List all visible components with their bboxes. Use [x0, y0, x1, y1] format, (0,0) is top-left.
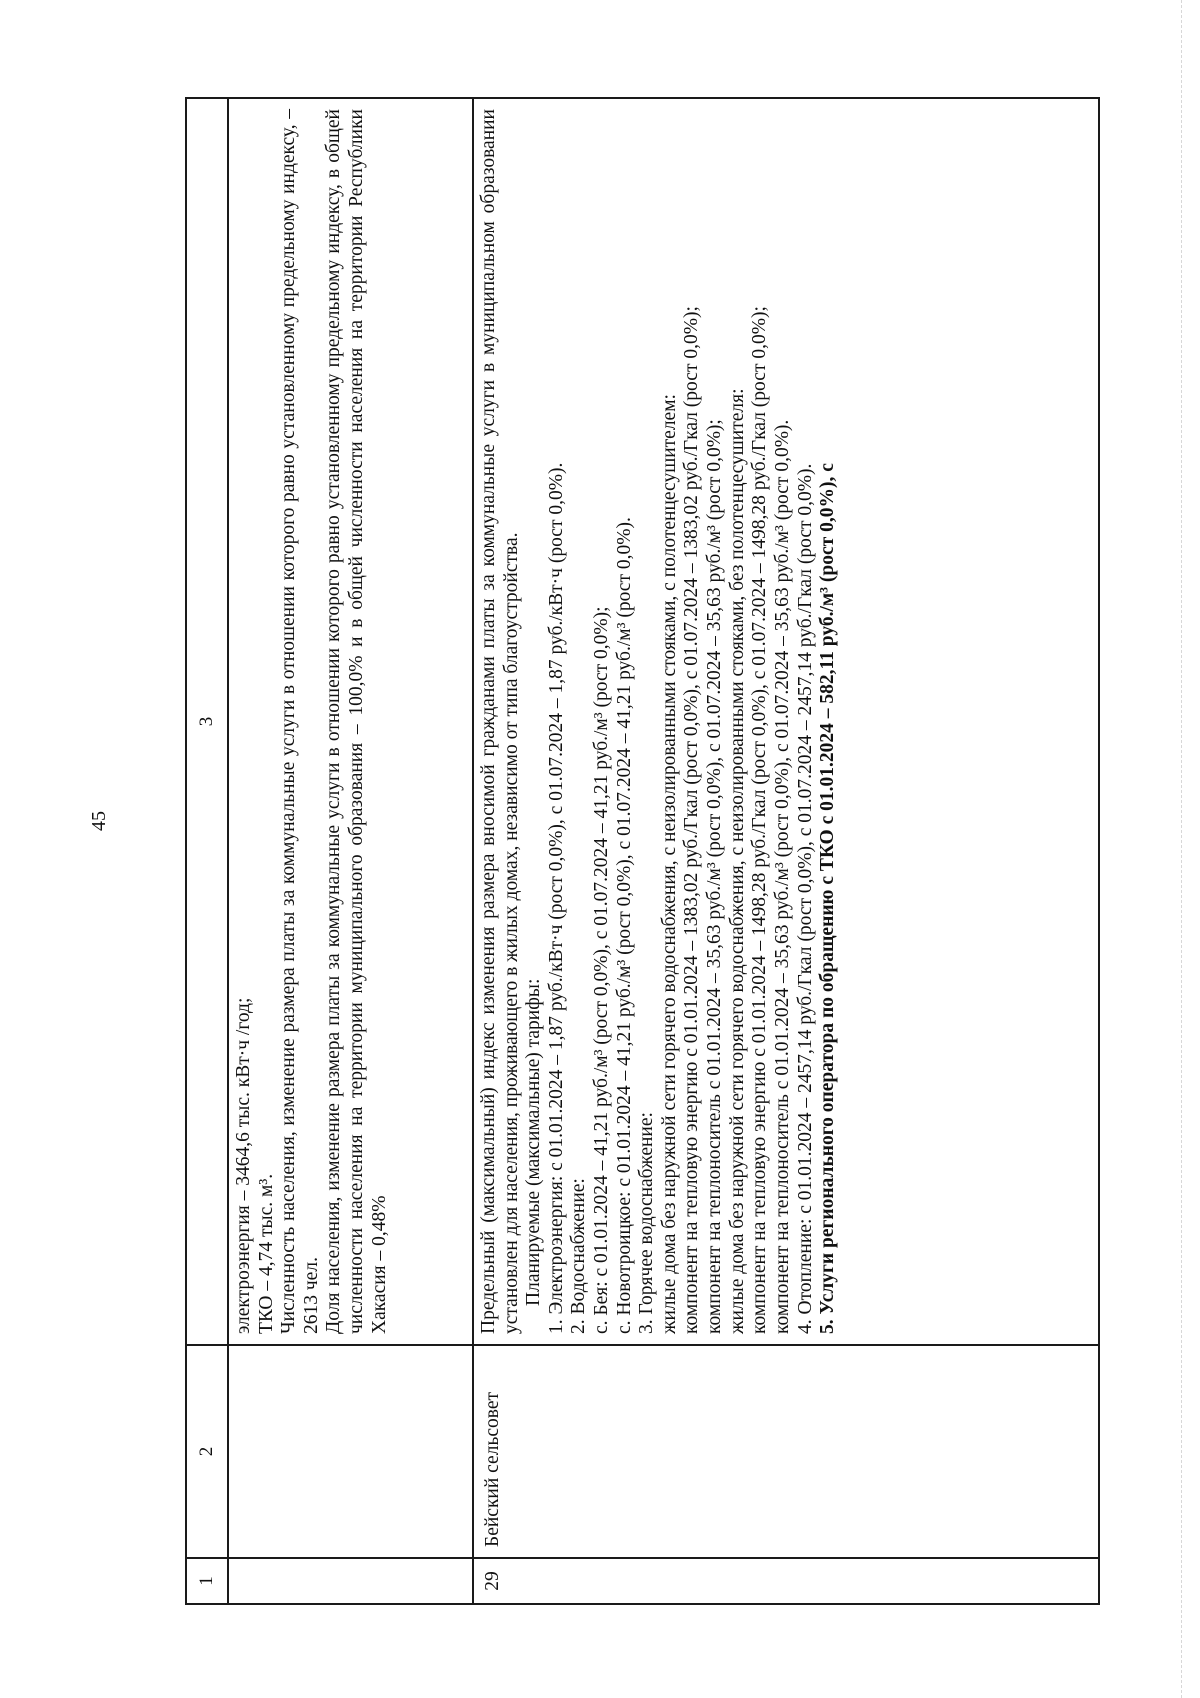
content-line: Планируемые (максимальные) тарифы: — [523, 978, 545, 1306]
row-content-cell — [228, 98, 473, 1345]
content-line: жилые дома без наружной сети горячего водоснабжения, с неизолированными стояками, без полотенцесушителя: — [726, 388, 748, 1334]
content-line: компонент на теплоноситель с 01.01.2024 – 35,63 руб./м³ (рост 0,0%), с 01.07.2024 – 35,63 руб./м³ (рост 0,0%); — [704, 419, 726, 1334]
row-number-cell: 29 — [473, 1558, 1099, 1604]
content-line: ТКО – 4,74 тыс. м³. — [255, 1173, 277, 1334]
scan-edge-marks — [1181, 0, 1196, 1698]
content-line: компонент на теплоноситель с 01.01.2024 – 35,63 руб./м³ (рост 0,0%), с 01.07.2024 – 35,63 руб./м³ (рост 0,0%). — [771, 419, 793, 1334]
content-line: 5. Услуги регионального оператора по обращению с ТКО с 01.01.2024 – 582,11 руб./м³ (рост 0,0%), с — [817, 463, 839, 1334]
tariff-table — [185, 97, 1100, 1605]
page-number: 45 — [88, 811, 110, 831]
table-row-continuation — [228, 98, 473, 1604]
content-line: 2. Водоснабжение: — [568, 1178, 590, 1334]
header-col-1: 1 — [186, 1558, 228, 1604]
content-line: 4. Отопление: с 01.01.2024 – 2457,14 руб./Гкал (рост 0,0%), с 01.07.2024 – 2457,14 руб./Гкал (рост 0,0%). — [794, 463, 816, 1334]
content-line: Численность населения, изменение размера платы за коммунальные услуги в отношении которого равно установленному предельному индексу, – 2613 чел. — [278, 109, 322, 1334]
content-line: электроэнергия – 3464,6 тыс. кВт·ч /год; — [233, 997, 254, 1334]
rotated-document — [185, 97, 1100, 1605]
row-content-cell — [473, 98, 1099, 1345]
content-line: компонент на тепловую энергию с 01.01.2024 – 1383,02 руб./Гкал (рост 0,0%), с 01.07.2024 – 1383,02 руб./Гкал (рост 0,0%); — [681, 306, 703, 1334]
content-line: компонент на тепловую энергию с 01.01.2024 – 1498,28 руб./Гкал (рост 0,0%), с 01.07.2024 – 1498,28 руб./Гкал (рост 0,0%); — [749, 306, 771, 1334]
municipality-name-cell: Бейский сельсовет — [473, 1345, 1099, 1558]
municipality-name-cell — [228, 1345, 473, 1558]
table-header-row — [186, 98, 228, 1604]
table-row-29 — [473, 98, 1099, 1604]
content-line: 3. Горячее водоснабжение: — [636, 1112, 658, 1334]
content-line: Доля населения, изменение размера платы за коммунальные услуги в отношении которого равно установленному предельному индексу, в общей численности населения на территории муниципального образования – 100,0% и в общей численности населения на территории Республики Хакасия – 0,48% — [323, 109, 390, 1334]
header-col-3: 3 — [186, 98, 228, 1345]
content-line: 1. Электроэнергия: с 01.01.2024 – 1,87 руб./кВт·ч (рост 0,0%), с 01.07.2024 – 1,87 руб./кВт·ч (рост 0,0%). — [545, 462, 567, 1334]
content-line: с. Бея: с 01.01.2024 – 41,21 руб./м³ (рост 0,0%), с 01.07.2024 – 41,21 руб./м³ (рост 0,0%); — [591, 606, 613, 1334]
row-number-cell — [228, 1558, 473, 1604]
content-line: жилые дома без наружной сети горячего водоснабжения, с неизолированными стояками, с полотенцесушителем: — [658, 394, 680, 1334]
content-line: Предельный (максимальный) индекс изменения размера вносимой гражданами платы за коммунальные услуги в муниципальном образовании установлен для населения, проживающего в жилых домах, независимо от типа благоустройства. — [478, 109, 522, 1334]
header-col-2: 2 — [186, 1345, 228, 1558]
content-line: с. Новотроицкое: с 01.01.2024 – 41,21 руб./м³ (рост 0,0%), с 01.07.2024 – 41,21 руб./м³ (рост 0,0%). — [613, 517, 635, 1334]
